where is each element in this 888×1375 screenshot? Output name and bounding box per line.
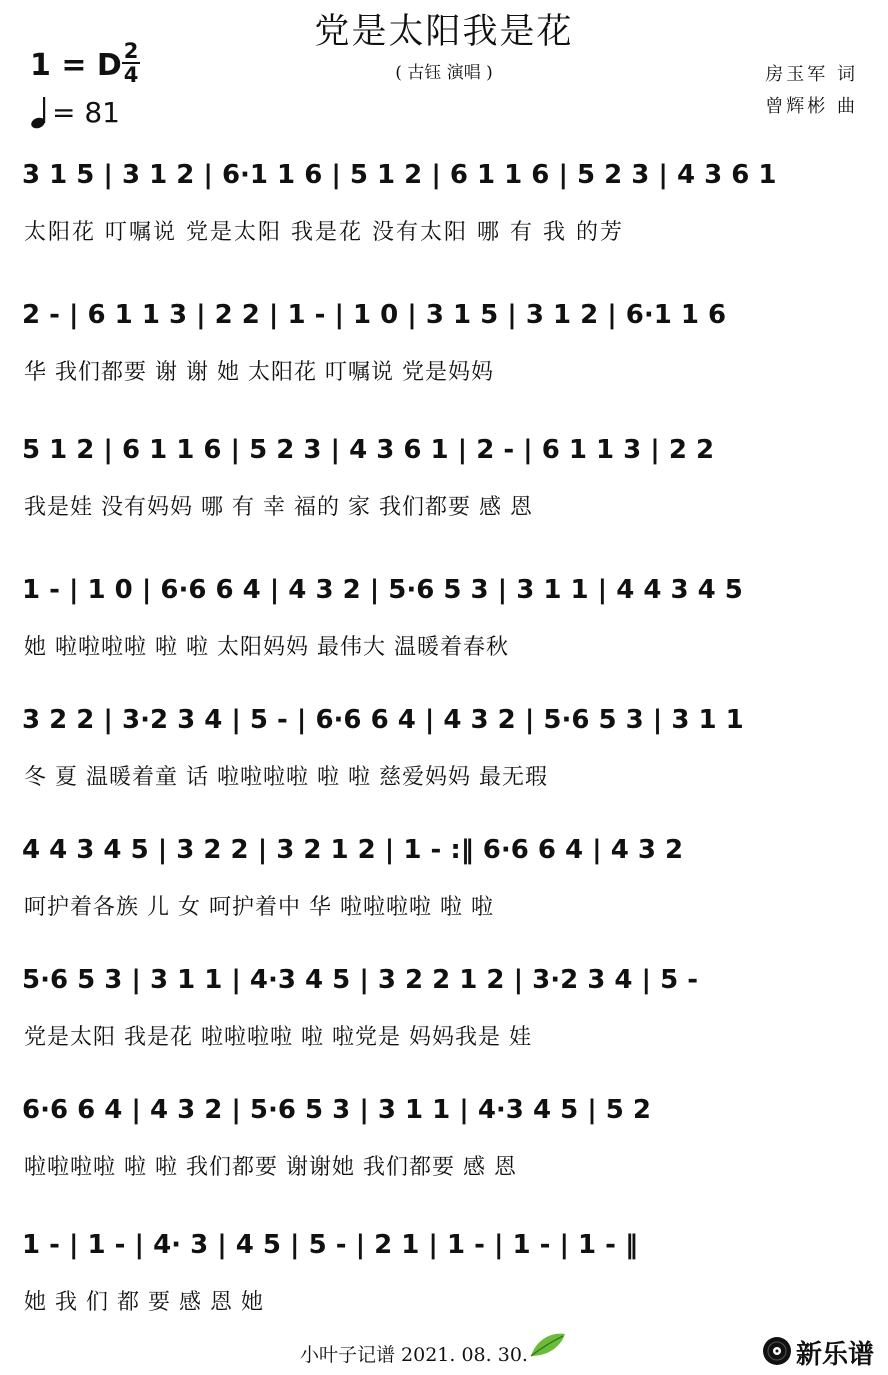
notation-line: 5 1 2 | 6 1 1 6 | 5 2 3 | 4 3 6 1 | 2 - | 6 1 1 3 | 2 2 — [22, 435, 715, 465]
composer-credit: 曾辉彬 曲 — [765, 96, 858, 117]
lyrics-line: 呵护着各族 儿 女 呵护着中 华 啦啦啦啦 啦 啦 — [24, 895, 494, 920]
lyrics-line: 华 我们都要 谢 谢 她 太阳花 叮嘱说 党是妈妈 — [24, 360, 494, 385]
notation-line: 3 1 5 | 3 1 2 | 6·1 1 6 | 5 1 2 | 6 1 1 6 | 5 2 3 | 4 3 6 1 — [22, 160, 777, 190]
lyricist-credit: 房玉军 词 — [765, 64, 858, 85]
singer-credit: ( 古钰 演唱 ) — [395, 63, 493, 83]
lyrics-line: 她 啦啦啦啦 啦 啦 太阳妈妈 最伟大 温暖着春秋 — [24, 635, 509, 660]
notation-line: 4 4 3 4 5 | 3 2 2 | 3 2 1 2 | 1 - :‖ 6·6 6 4 | 4 3 2 — [22, 835, 684, 865]
leaf-icon — [527, 1330, 567, 1360]
notation-line: 2 - | 6 1 1 3 | 2 2 | 1 - | 1 0 | 3 1 5 | 3 1 2 | 6·1 1 6 — [22, 300, 727, 330]
site-logo-text: 新乐谱 — [796, 1340, 875, 1370]
transcriber-credit: 小叶子记谱 2021. 08. 30. — [300, 1344, 528, 1366]
song-title: 党是太阳我是花 — [314, 12, 574, 52]
time-signature-top: 2 — [123, 39, 139, 63]
key-signature: 1 = D — [30, 48, 122, 83]
time-signature-bottom: 4 — [123, 63, 139, 87]
time-signature — [120, 40, 142, 86]
lyrics-line: 我是娃 没有妈妈 哪 有 幸 福的 家 我们都要 感 恩 — [24, 495, 533, 520]
notation-line: 1 - | 1 0 | 6·6 6 4 | 4 3 2 | 5·6 5 3 | 3 1 1 | 4 4 3 4 5 — [22, 575, 743, 605]
lyrics-line: 她 我 们 都 要 感 恩 她 — [24, 1290, 264, 1315]
lyrics-line: 太阳花 叮嘱说 党是太阳 我是花 没有太阳 哪 有 我 的芳 — [24, 220, 624, 245]
vinyl-record-icon — [762, 1336, 792, 1366]
notation-line: 5·6 5 3 | 3 1 1 | 4·3 4 5 | 3 2 2 1 2 | 3·2 3 4 | 5 - — [22, 965, 698, 995]
tempo-value: = 81 — [52, 96, 120, 129]
notation-line: 3 2 2 | 3·2 3 4 | 5 - | 6·6 6 4 | 4 3 2 | 5·6 5 3 | 3 1 1 — [22, 705, 744, 735]
notation-line: 1 - | 1 - | 4· 3 | 4 5 | 5 - | 2 1 | 1 - | 1 - | 1 - ‖ — [22, 1230, 639, 1260]
quarter-note-icon — [30, 95, 50, 129]
lyrics-line: 啦啦啦啦 啦 啦 我们都要 谢谢她 我们都要 感 恩 — [24, 1155, 517, 1180]
lyrics-line: 党是太阳 我是花 啦啦啦啦 啦 啦党是 妈妈我是 娃 — [24, 1025, 532, 1050]
notation-line: 6·6 6 4 | 4 3 2 | 5·6 5 3 | 3 1 1 | 4·3 4 5 | 5 2 — [22, 1095, 652, 1125]
lyrics-line: 冬 夏 温暖着童 话 啦啦啦啦 啦 啦 慈爱妈妈 最无瑕 — [24, 765, 548, 790]
